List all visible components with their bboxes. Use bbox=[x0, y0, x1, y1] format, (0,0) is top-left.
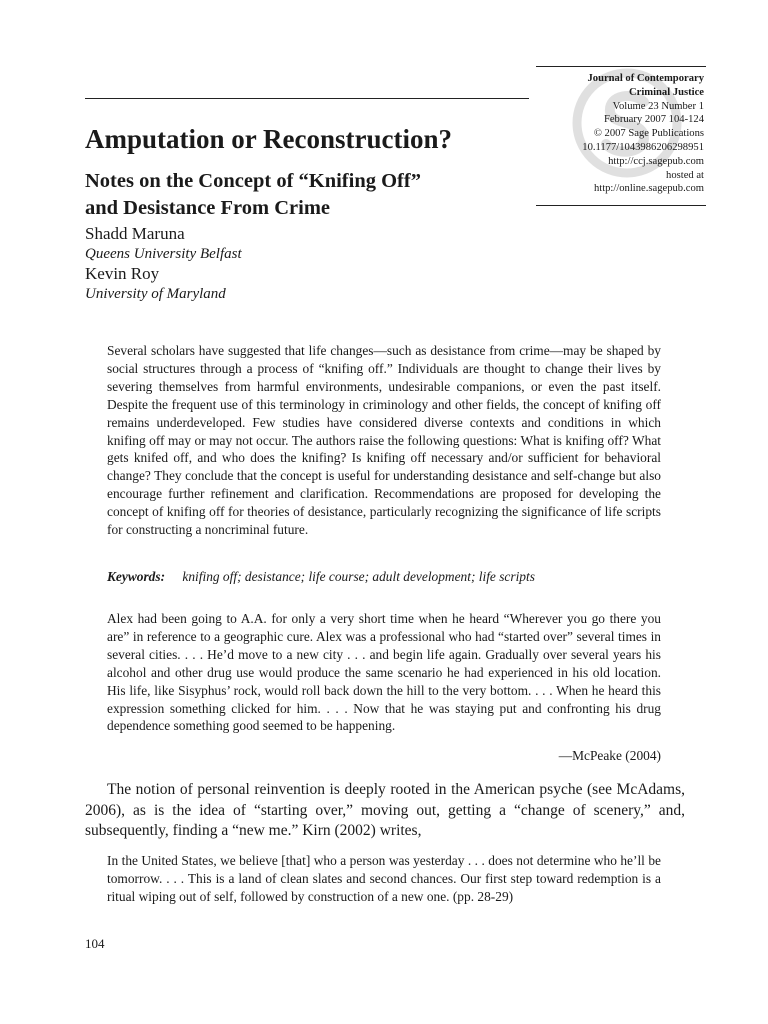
author-name: Shadd Maruna bbox=[85, 224, 185, 243]
author-list bbox=[85, 224, 242, 304]
journal-name-line1: Journal of Contemporary bbox=[587, 73, 704, 84]
journal-name-line2: Criminal Justice bbox=[628, 86, 704, 98]
author-affiliation: University of Maryland bbox=[85, 286, 226, 302]
journal-volume: Volume 23 Number 1 bbox=[612, 100, 704, 112]
body-paragraph: The notion of personal reinvention is deeply rooted in the American psyche (see McAdams, 2006), as is the idea of “starting over,” moving out, getting a “change of scenery,” and, subsequently, finding a “new me.” Kirn (2002) writes, bbox=[85, 781, 685, 839]
journal-url-online[interactable]: http://online.sagepub.com bbox=[593, 183, 704, 195]
subtitle-line1: Notes on the Concept of “Knifing Off” bbox=[85, 170, 421, 192]
abstract: Several scholars have suggested that life changes—such as desistance from crime—may be shaped by social structures through a process of “knifing off.” Individuals are thought to change their lives by severing themselves from harmful environments, undesirable companions, or even the past itself. Despite the frequent use of this terminology in criminology and other fields, the concept of knifing off remains underdeveloped. Few studies have considered diverse contexts and conditions in which knifing off may or may not occur. The authors raise the following questions: What is knifing off? What gets knifed off, and who does the knifing? Is knifing off necessary and/or sufficient for behavioral change? They conclude that the concept is useful for understanding desistance and self-change but also encourage further refinement and clarification. Recommendations are proposed for developing the concept of knifing off for theories of desistance, particularly recognizing the significance of life scripts for constructing a noncriminal future. bbox=[107, 343, 661, 538]
journal-hosted-label: hosted at bbox=[666, 169, 704, 181]
journal-copyright: © 2007 Sage Publications bbox=[593, 128, 704, 140]
epigraph-quote: Alex had been going to A.A. for only a very short time when he heard “Wherever you go there you are” in reference to a geographic cure. Alex was a professional who had “started over” several times in several cities. . . . He’d move to a new city . . . and begin life again. Gradually over several years his alcohol and other drug use would produce the same scenario he had experienced in his old location. His life, like Sisyphus’ rock, would roll back down the hill to the very bottom. . . . When he heard this expression something clicked for him. . . . Now that he was staying put and confronting his drug dependence something good seemed to be happening. bbox=[107, 611, 661, 734]
page-number: 104 bbox=[85, 936, 105, 951]
subtitle-line2: and Desistance From Crime bbox=[85, 197, 331, 219]
keywords-list: knifing off; desistance; life course; adult development; life scripts bbox=[182, 569, 535, 584]
article-subtitle bbox=[85, 168, 525, 222]
keywords bbox=[107, 569, 535, 585]
header-rule-right-bottom bbox=[536, 205, 706, 206]
journal-info-block bbox=[504, 72, 704, 196]
author-affiliation: Queens University Belfast bbox=[85, 246, 242, 262]
header-rule-right-top bbox=[536, 66, 706, 67]
block-quote: In the United States, we believe [that] who a person was yesterday . . . does not determine who he’ll be tomorrow. . . . This is a land of clean slates and second chances. Our first step toward redemption is a ritual wiping out of self, followed by construction of a new one. (pp. 28-29) bbox=[107, 853, 661, 904]
article-title: Amputation or Reconstruction? bbox=[85, 124, 452, 154]
keywords-label: Keywords: bbox=[107, 569, 166, 584]
journal-date-pages: February 2007 104-124 bbox=[603, 114, 704, 126]
journal-doi: 10.1177/1043986206298951 bbox=[582, 141, 704, 153]
epigraph-attribution: —McPeake (2004) bbox=[558, 748, 661, 763]
journal-url-ccj[interactable]: http://ccj.sagepub.com bbox=[608, 155, 704, 167]
author-name: Kevin Roy bbox=[85, 264, 160, 283]
header-rule-left bbox=[85, 98, 529, 99]
